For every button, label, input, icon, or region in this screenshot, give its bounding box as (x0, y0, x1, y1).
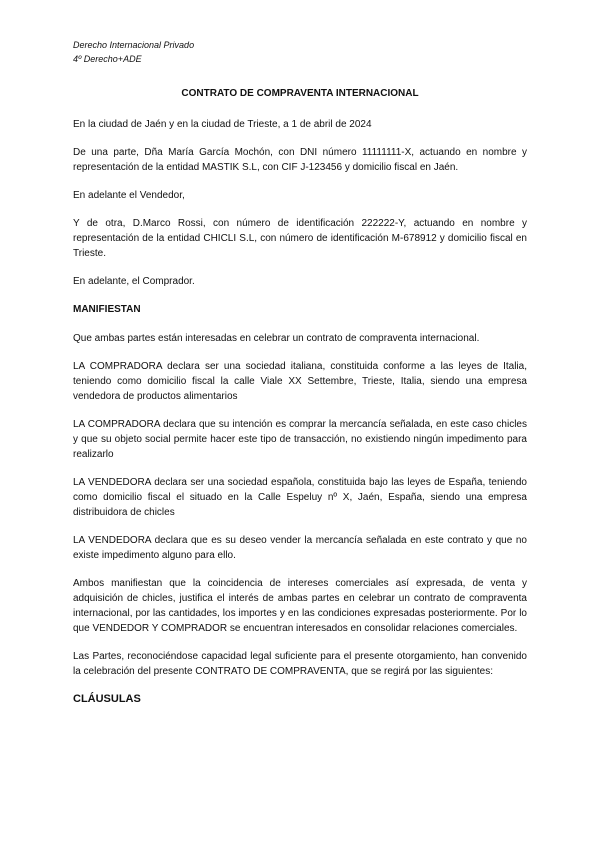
paragraph-intent: Que ambas partes están interesadas en celebrar un contrato de compraventa internacional. (73, 333, 480, 344)
document-header (73, 38, 194, 66)
paragraph-place-date: En la ciudad de Jaén y en la ciudad de Trieste, a 1 de abril de 2024 (73, 119, 372, 130)
paragraph-seller-declaration-2: LA VENDEDORA declara que es su deseo vender la mercancía señalada en este contrato y que no existe impedimento alguno para ello. (73, 535, 527, 561)
header-degree: 4º Derecho+ADE (73, 54, 142, 64)
paragraph-seller-party: De una parte, Dña María García Mochón, con DNI número 11111111-X, actuando en nombre y representación de la entidad MASTIK S.L, con CIF J-123456 y domicilio fiscal en Jaén. (73, 147, 527, 173)
paragraph-legal-capacity: Las Partes, reconociéndose capacidad legal suficiente para el presente otorgamiento, han convenido la celebración del presente CONTRATO DE COMPRAVENTA, que se regirá por las siguientes: (73, 651, 527, 677)
paragraph-buyer-party: Y de otra, D.Marco Rossi, con número de identificación 222222-Y, actuando en nombre y representación de la entidad CHICLI S.L, con número de identificación M-678912 y domicilio fiscal en Trieste. (73, 218, 527, 259)
paragraph-buyer-label: En adelante, el Comprador. (73, 276, 195, 287)
paragraph-buyer-declaration-2: LA COMPRADORA declara que su intención es comprar la mercancía señalada, en este caso chicles y que su objeto social permite hacer este tipo de transacción, no existiendo ningún impedimento para realizarlo (73, 419, 527, 460)
document-body (73, 117, 527, 720)
paragraph-mutual-interest: Ambos manifiestan que la coincidencia de intereses comerciales así expresada, de venta y adquisición de chicles, justifica el interés de ambas partes en celebrar un contrato de compraventa internacional, por las cantidades, los importes y en las condiciones expresadas posteriormente. Por lo que VENDEDOR Y COMPRADOR se encuentran interesados en consolidar relaciones comerciales. (73, 578, 527, 634)
paragraph-buyer-declaration-1: LA COMPRADORA declara ser una sociedad italiana, constituida conforme a las leyes de Italia, teniendo como domicilio fiscal la calle Viale XX Settembre, Trieste, Italia, siendo una empresa vendedora de productos alimentarios (73, 361, 527, 402)
paragraph-seller-declaration-1: LA VENDEDORA declara ser una sociedad española, constituida bajo las leyes de España, teniendo como domicilio fiscal el situado en la Calle Espeluy nº X, Jaén, España, siendo una empresa distribuidora de chicles (73, 477, 527, 518)
document-title: CONTRATO DE COMPRAVENTA INTERNACIONAL (181, 88, 419, 99)
section-heading-clausulas: CLÁUSULAS (73, 693, 141, 705)
header-course: Derecho Internacional Privado (73, 40, 195, 50)
paragraph-seller-label: En adelante el Vendedor, (73, 190, 185, 201)
section-heading-manifiestan: MANIFIESTAN (73, 304, 141, 315)
